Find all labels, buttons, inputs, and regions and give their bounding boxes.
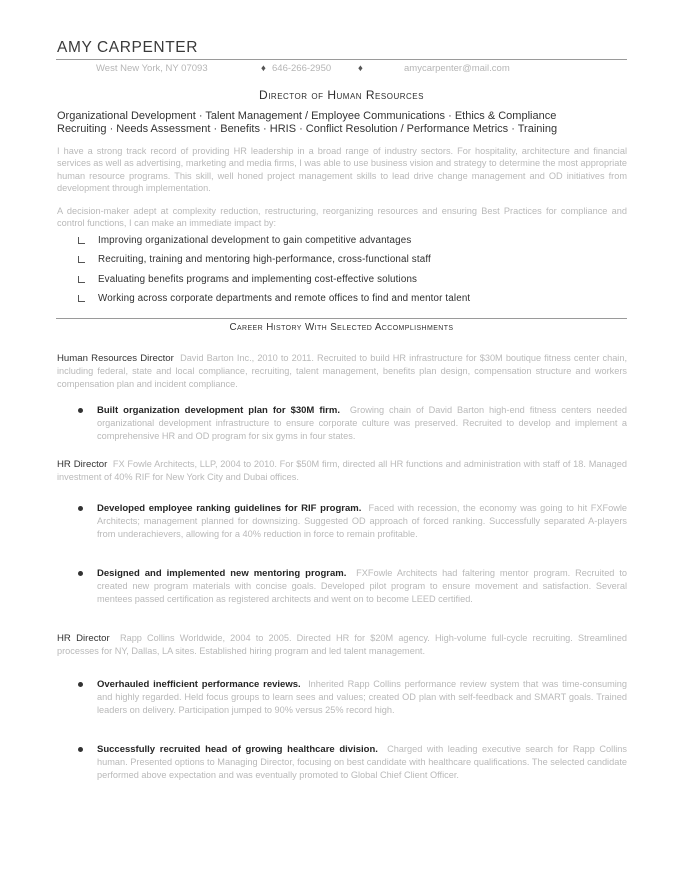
highlight-text: Evaluating benefits programs and implementing cost-effective solutions (98, 273, 418, 285)
checkbox-bullet-icon (78, 256, 85, 263)
accomplishment (97, 502, 627, 540)
accomplishment (97, 678, 627, 716)
keywords-line: Organizational Development · Talent Management / Employee Communications · Ethics & Compliance (57, 110, 557, 122)
highlight-text: Improving organizational development to gain competitive advantages (98, 235, 412, 246)
bullet-icon (78, 747, 83, 752)
job-description: David Barton Inc., 2010 to 2011. Recruited to build HR infrastructure for $30M boutique fitness center chain, including federal, state and local compliance, recruiting, talent management, benefits plan design, compensation structure and workers compensation plan and incident compliance. (57, 353, 628, 389)
list-item (78, 254, 470, 273)
keywords-line: Recruiting · Needs Assessment · Benefits · HRIS · Conflict Resolution / Performance Metrics · Training (57, 123, 558, 135)
section-divider (56, 318, 627, 319)
header-divider (56, 59, 627, 60)
job-description: Rapp Collins Worldwide, 2004 to 2005. Directed HR for $20M agency. High-volume full-cycle recruiting. Streamlined processes for NY, Dallas, LA sites. Established hiring program and led talent management. (57, 633, 627, 657)
summary-paragraph: A decision-maker adept at complexity reduction, restructuring, reorganizing resources and ensuring Best Practices for compliance and control functions, I can make an immediate impact by: (57, 206, 627, 229)
address: West New York, NY 07093 (96, 63, 208, 74)
accomplishment-text: Growing chain of David Barton high-end fitness centers needed organizational development infrastructure to ensure corporate culture was preserved. Recruited to develop and implement a comprehensive HR and OD program for six gyms in four states. (97, 405, 627, 441)
bullet-icon (78, 506, 83, 511)
candidate-name: AMY CARPENTER (57, 39, 199, 56)
checkbox-bullet-icon (78, 295, 85, 302)
accomplishment-heading: Developed employee ranking guidelines for RIF program. (97, 503, 362, 514)
bullet-icon (78, 682, 83, 687)
job-position: HR Director (57, 633, 110, 644)
list-item (78, 274, 470, 293)
job-entry (57, 632, 627, 658)
job-entry (57, 458, 627, 484)
diamond-separator-icon: ♦ (358, 63, 363, 74)
accomplishment (97, 743, 627, 781)
accomplishment-text: Charged with leading executive search for Rapp Collins human. Presented options to Managing Director, focusing on best candidate with healthcare qualifications. The selected candidate performed above expectation and was eventually promoted to Global Chief Client Officer. (97, 744, 627, 780)
accomplishment-heading: Designed and implemented new mentoring program. (97, 568, 347, 579)
summary-paragraph: I have a strong track record of providing HR leadership in a broad range of industry sectors. For hospitality, architecture and financial services as well as advertising, marketing and media firms, I was able to use business vision and strategy to determine the most appropriate human resource programs. This skill, well honed project management skills to lead drive change management and OD initiatives from development through implementation. (57, 146, 627, 193)
checkbox-bullet-icon (78, 276, 85, 283)
highlight-text: Working across corporate departments and remote offices to find and mentor talent (98, 292, 471, 304)
accomplishment (97, 567, 627, 605)
job-description: FX Fowle Architects, LLP, 2004 to 2010. For $50M firm, directed all HR functions and administration with staff of 18. Managed investment of 40% RIF for New York City and Dubai offices. (57, 459, 628, 483)
accomplishment-text: FXFowle Architects had faltering mentor program. Recruited to created new program materials with concise goals. Developed pilot program to ensure movement and satisfaction. Several mentees passed certification as registered architects and went on to become LEED certified. (97, 568, 627, 604)
accomplishment (97, 404, 627, 442)
highlight-text: Recruiting, training and mentoring high-performance, cross-functional staff (98, 254, 431, 266)
job-position: HR Director (57, 459, 108, 470)
bullet-icon (78, 408, 83, 413)
phone: 646-266-2950 (272, 63, 332, 74)
list-item (78, 293, 470, 312)
list-item (78, 235, 470, 254)
job-title: Director of Human Resources (259, 88, 424, 102)
highlights-list (78, 235, 470, 312)
diamond-separator-icon: ♦ (261, 63, 266, 74)
job-entry (57, 352, 627, 390)
accomplishment-heading: Successfully recruited head of growing healthcare division. (97, 744, 378, 755)
accomplishment-heading: Overhauled inefficient performance reviews. (97, 679, 301, 690)
bullet-icon (78, 571, 83, 576)
accomplishment-text: Faced with recession, the economy was going to hit FXFowle Architects; management planned for downsizing. Suggested OD approach of forced ranking. Successfully separated A-players from underachievers, allowing for a 40% reduction in force to remain profitable. (97, 503, 628, 539)
section-title: Career History With Selected Accomplishments (229, 322, 454, 333)
accomplishment-text: Inherited Rapp Collins performance review system that was time-consuming and highly regarded. Held focus groups to learn sees and values; created OD plan with self-feedback and SMART goals. Trained leaders on delivery. Participation jumped to 90% versus 25% record high. (97, 679, 627, 715)
accomplishment-heading: Built organization development plan for $30M firm. (97, 405, 340, 416)
job-position: Human Resources Director (57, 353, 174, 364)
checkbox-bullet-icon (78, 237, 85, 244)
email: amycarpenter@mail.com (404, 63, 510, 74)
